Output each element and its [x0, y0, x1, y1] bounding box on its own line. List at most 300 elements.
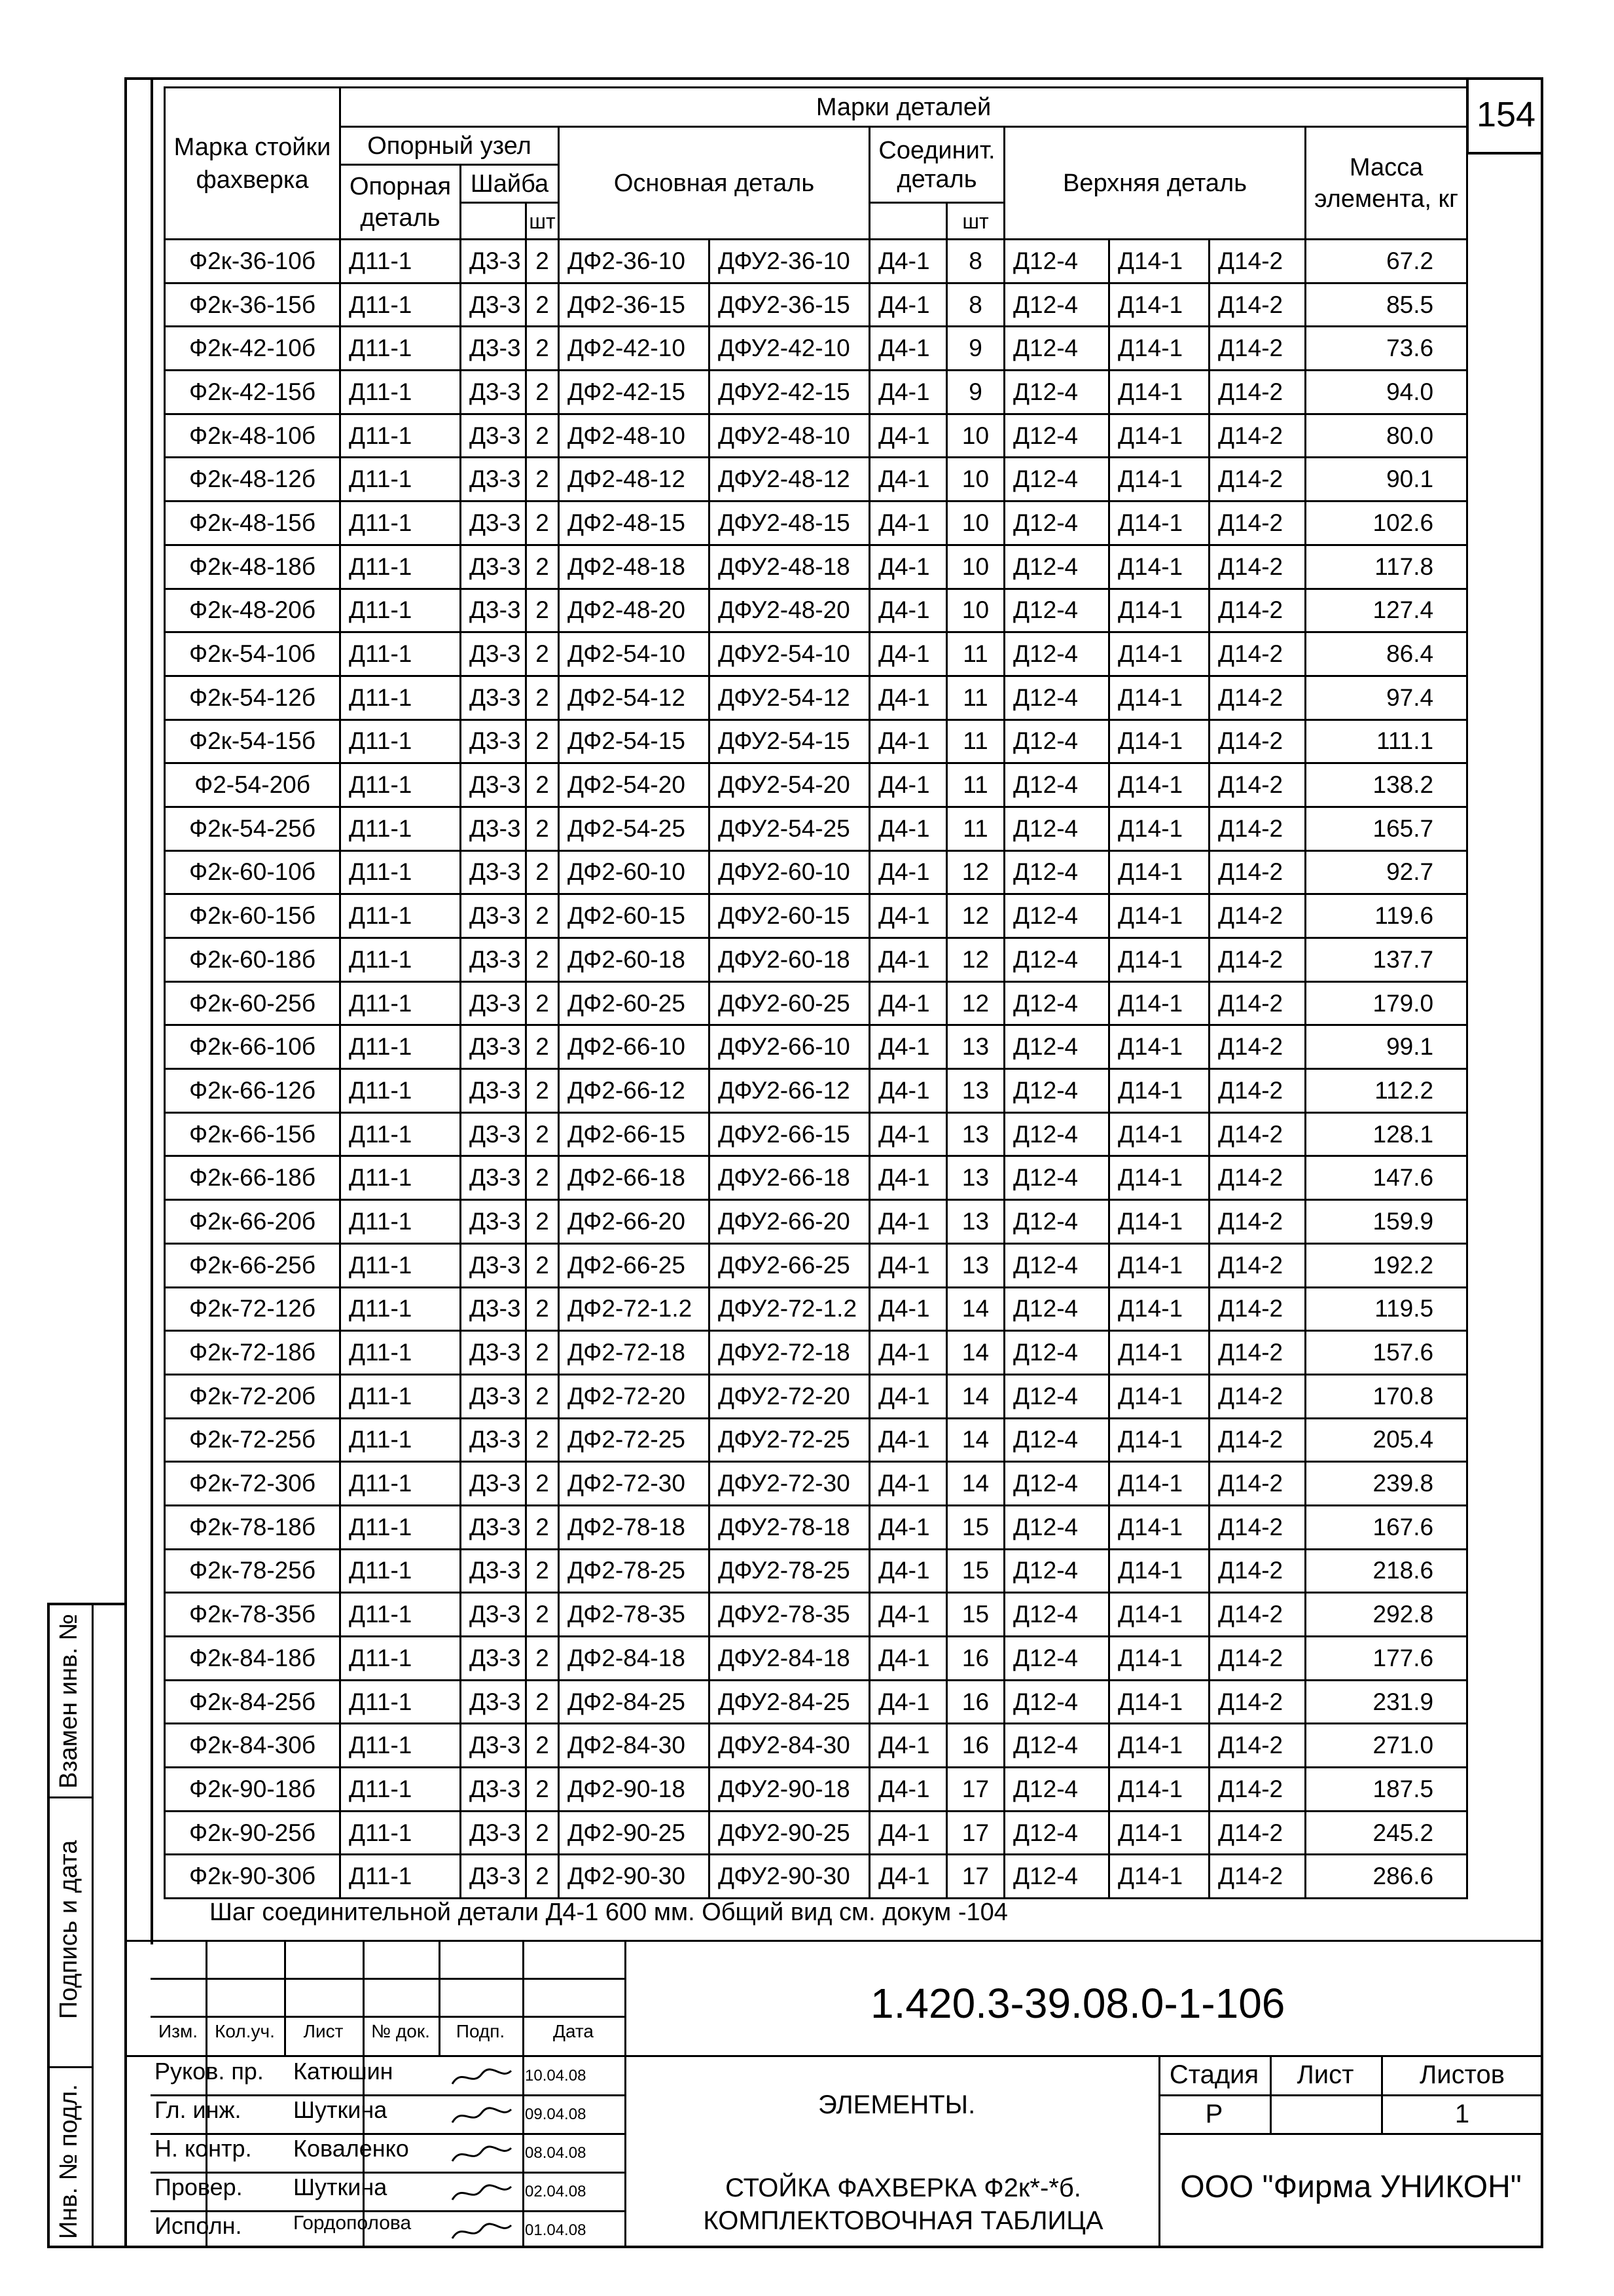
- cell-soedinit-sht: 10: [947, 458, 1005, 501]
- cell-marka: Ф2к-66-20б: [165, 1200, 340, 1244]
- table-body: [165, 240, 1467, 1899]
- table-row: [165, 632, 1467, 676]
- cell-verkh-1: Д12-4: [1005, 981, 1109, 1025]
- cell-opornaya: Д11-1: [340, 1331, 461, 1375]
- cell-marka: Ф2к-54-15б: [165, 720, 340, 763]
- cell-verkh-3: Д14-2: [1210, 1200, 1306, 1244]
- cell-osnovnaya-2: ДФУ2-90-18: [709, 1768, 870, 1812]
- cell-marka: Ф2к-66-25б: [165, 1243, 340, 1287]
- cell-marka: Ф2к-60-25б: [165, 981, 340, 1025]
- cell-marka: Ф2к-66-15б: [165, 1112, 340, 1156]
- signature-mark: [449, 2064, 514, 2094]
- cell-soedinit: Д4-1: [870, 1374, 947, 1418]
- cell-verkh-3: Д14-2: [1210, 632, 1306, 676]
- cell-massa: 205.4: [1306, 1418, 1467, 1462]
- cell-shaiba-sht: 2: [526, 1200, 559, 1244]
- cell-marka: Ф2к-54-12б: [165, 676, 340, 720]
- cell-verkh-2: Д14-1: [1109, 1156, 1210, 1200]
- cell-verkh-1: Д12-4: [1005, 1505, 1109, 1549]
- cell-verkh-1: Д12-4: [1005, 327, 1109, 371]
- cell-marka: Ф2к-78-25б: [165, 1549, 340, 1593]
- cell-soedinit: Д4-1: [870, 1855, 947, 1899]
- cell-osnovnaya-1: ДФ2-54-20: [559, 763, 709, 807]
- cell-osnovnaya-1: ДФ2-48-10: [559, 414, 709, 458]
- cell-verkh-2: Д14-1: [1109, 1855, 1210, 1899]
- table-row: [165, 1593, 1467, 1637]
- cell-verkh-3: Д14-2: [1210, 1855, 1306, 1899]
- cell-soedinit: Д4-1: [870, 327, 947, 371]
- cell-osnovnaya-1: ДФ2-90-25: [559, 1811, 709, 1855]
- side-inv-podl-label: Инв. № подл.: [55, 2084, 82, 2239]
- cell-osnovnaya-2: ДФУ2-42-10: [709, 327, 870, 371]
- cell-verkh-1: Д12-4: [1005, 807, 1109, 850]
- cell-osnovnaya-2: ДФУ2-72-25: [709, 1418, 870, 1462]
- cell-osnovnaya-1: ДФ2-54-12: [559, 676, 709, 720]
- col-header-opornaya: Опорная деталь: [340, 165, 461, 240]
- sheets-value: 1: [1454, 2100, 1470, 2128]
- cell-shaiba: Д3-3: [461, 240, 526, 283]
- cell-massa: 147.6: [1306, 1156, 1467, 1200]
- cell-marka: Ф2к-42-15б: [165, 371, 340, 414]
- cell-shaiba: Д3-3: [461, 371, 526, 414]
- cell-verkh-3: Д14-2: [1210, 1374, 1306, 1418]
- cell-verkh-2: Д14-1: [1109, 1637, 1210, 1681]
- cell-soedinit: Д4-1: [870, 414, 947, 458]
- rev-header: Подп.: [456, 2021, 505, 2041]
- cell-shaiba-sht: 2: [526, 981, 559, 1025]
- table-row: [165, 414, 1467, 458]
- cell-shaiba: Д3-3: [461, 1724, 526, 1768]
- cell-osnovnaya-1: ДФ2-54-10: [559, 632, 709, 676]
- cell-soedinit: Д4-1: [870, 501, 947, 545]
- table-row: [165, 458, 1467, 501]
- cell-verkh-2: Д14-1: [1109, 1549, 1210, 1593]
- cell-massa: 119.6: [1306, 894, 1467, 938]
- cell-verkh-3: Д14-2: [1210, 763, 1306, 807]
- cell-osnovnaya-1: ДФ2-66-10: [559, 1025, 709, 1069]
- cell-soedinit-sht: 14: [947, 1462, 1005, 1506]
- cell-verkh-1: Д12-4: [1005, 1724, 1109, 1768]
- footnote: Шаг соединительной детали Д4-1 600 мм. Общий вид см. докум -104: [209, 1899, 1008, 1926]
- cell-shaiba: Д3-3: [461, 589, 526, 632]
- cell-soedinit: Д4-1: [870, 807, 947, 850]
- cell-soedinit: Д4-1: [870, 894, 947, 938]
- cell-verkh-2: Д14-1: [1109, 850, 1210, 894]
- cell-soedinit: Д4-1: [870, 938, 947, 982]
- side-podpis-label: Подпись и дата: [55, 1840, 82, 2019]
- cell-verkh-3: Д14-2: [1210, 414, 1306, 458]
- cell-verkh-3: Д14-2: [1210, 981, 1306, 1025]
- cell-marka: Ф2к-60-15б: [165, 894, 340, 938]
- cell-shaiba: Д3-3: [461, 1811, 526, 1855]
- cell-verkh-1: Д12-4: [1005, 1549, 1109, 1593]
- cell-osnovnaya-2: ДФУ2-54-25: [709, 807, 870, 850]
- cell-verkh-3: Д14-2: [1210, 1505, 1306, 1549]
- cell-shaiba-sht: 2: [526, 676, 559, 720]
- cell-verkh-3: Д14-2: [1210, 850, 1306, 894]
- table-row: [165, 981, 1467, 1025]
- cell-soedinit-sht: 8: [947, 240, 1005, 283]
- cell-massa: 245.2: [1306, 1811, 1467, 1855]
- cell-verkh-1: Д12-4: [1005, 458, 1109, 501]
- cell-shaiba: Д3-3: [461, 1025, 526, 1069]
- cell-marka: Ф2к-48-20б: [165, 589, 340, 632]
- cell-opornaya: Д11-1: [340, 240, 461, 283]
- cell-verkh-3: Д14-2: [1210, 1156, 1306, 1200]
- cell-soedinit-sht: 16: [947, 1637, 1005, 1681]
- cell-opornaya: Д11-1: [340, 1637, 461, 1681]
- table-row: [165, 501, 1467, 545]
- cell-shaiba-sht: 2: [526, 501, 559, 545]
- signer-name: Катюшин: [293, 2058, 393, 2085]
- col-header-soedinit-blank: [870, 203, 947, 240]
- cell-marka: Ф2к-66-12б: [165, 1069, 340, 1113]
- cell-soedinit: Д4-1: [870, 850, 947, 894]
- cell-osnovnaya-2: ДФУ2-84-25: [709, 1680, 870, 1724]
- cell-verkh-3: Д14-2: [1210, 807, 1306, 850]
- cell-opornaya: Д11-1: [340, 981, 461, 1025]
- col-header-shaiba: Шайба: [461, 165, 559, 203]
- cell-osnovnaya-2: ДФУ2-60-18: [709, 938, 870, 982]
- cell-shaiba-sht: 2: [526, 1025, 559, 1069]
- cell-massa: 94.0: [1306, 371, 1467, 414]
- cell-verkh-1: Д12-4: [1005, 283, 1109, 327]
- cell-osnovnaya-1: ДФ2-72-18: [559, 1331, 709, 1375]
- cell-soedinit-sht: 11: [947, 720, 1005, 763]
- signer-role: Н. контр.: [154, 2135, 252, 2162]
- cell-shaiba-sht: 2: [526, 283, 559, 327]
- cell-osnovnaya-2: ДФУ2-72-30: [709, 1462, 870, 1506]
- cell-osnovnaya-2: ДФУ2-48-12: [709, 458, 870, 501]
- cell-osnovnaya-1: ДФ2-66-18: [559, 1156, 709, 1200]
- cell-verkh-1: Д12-4: [1005, 894, 1109, 938]
- cell-opornaya: Д11-1: [340, 371, 461, 414]
- cell-massa: 231.9: [1306, 1680, 1467, 1724]
- cell-verkh-3: Д14-2: [1210, 1724, 1306, 1768]
- table-row: [165, 1505, 1467, 1549]
- cell-shaiba: Д3-3: [461, 720, 526, 763]
- table-row: [165, 1811, 1467, 1855]
- cell-opornaya: Д11-1: [340, 1593, 461, 1637]
- cell-massa: 138.2: [1306, 763, 1467, 807]
- table-row: [165, 283, 1467, 327]
- cell-opornaya: Д11-1: [340, 894, 461, 938]
- cell-osnovnaya-1: ДФ2-72-30: [559, 1462, 709, 1506]
- table-row: [165, 894, 1467, 938]
- cell-verkh-1: Д12-4: [1005, 1374, 1109, 1418]
- signature-mark: [449, 2219, 514, 2248]
- cell-verkh-2: Д14-1: [1109, 1418, 1210, 1462]
- cell-soedinit-sht: 15: [947, 1549, 1005, 1593]
- col-header-soedinit-sht: шт: [947, 203, 1005, 240]
- cell-soedinit: Д4-1: [870, 240, 947, 283]
- cell-marka: Ф2к-78-35б: [165, 1593, 340, 1637]
- cell-opornaya: Д11-1: [340, 1112, 461, 1156]
- signer-name: Шуткина: [293, 2096, 387, 2123]
- cell-osnovnaya-1: ДФ2-78-25: [559, 1549, 709, 1593]
- header-opornyi-uzel: Опорный узел: [340, 127, 559, 165]
- cell-opornaya: Д11-1: [340, 414, 461, 458]
- cell-soedinit: Д4-1: [870, 1025, 947, 1069]
- cell-osnovnaya-2: ДФУ2-90-25: [709, 1811, 870, 1855]
- cell-soedinit: Д4-1: [870, 1156, 947, 1200]
- doc-code: 1.420.3-39.08.0-1-106: [870, 1980, 1285, 2027]
- cell-opornaya: Д11-1: [340, 1025, 461, 1069]
- col-header-verkhnyaya: Верхняя деталь: [1005, 127, 1306, 240]
- cell-shaiba: Д3-3: [461, 938, 526, 982]
- cell-opornaya: Д11-1: [340, 1768, 461, 1812]
- cell-marka: Ф2к-84-18б: [165, 1637, 340, 1681]
- cell-opornaya: Д11-1: [340, 720, 461, 763]
- cell-verkh-3: Д14-2: [1210, 894, 1306, 938]
- cell-verkh-1: Д12-4: [1005, 545, 1109, 589]
- cell-verkh-1: Д12-4: [1005, 1680, 1109, 1724]
- cell-verkh-2: Д14-1: [1109, 1811, 1210, 1855]
- cell-massa: 159.9: [1306, 1200, 1467, 1244]
- cell-verkh-1: Д12-4: [1005, 1156, 1109, 1200]
- cell-massa: 292.8: [1306, 1593, 1467, 1637]
- cell-verkh-1: Д12-4: [1005, 720, 1109, 763]
- cell-opornaya: Д11-1: [340, 545, 461, 589]
- cell-massa: 157.6: [1306, 1331, 1467, 1375]
- cell-shaiba-sht: 2: [526, 458, 559, 501]
- cell-shaiba: Д3-3: [461, 1374, 526, 1418]
- cell-marka: Ф2к-66-10б: [165, 1025, 340, 1069]
- cell-massa: 179.0: [1306, 981, 1467, 1025]
- cell-verkh-1: Д12-4: [1005, 676, 1109, 720]
- cell-osnovnaya-1: ДФ2-84-25: [559, 1680, 709, 1724]
- cell-shaiba-sht: 2: [526, 1374, 559, 1418]
- cell-verkh-3: Д14-2: [1210, 1593, 1306, 1637]
- cell-shaiba-sht: 2: [526, 327, 559, 371]
- cell-soedinit: Д4-1: [870, 632, 947, 676]
- cell-shaiba-sht: 2: [526, 371, 559, 414]
- cell-osnovnaya-2: ДФУ2-66-10: [709, 1025, 870, 1069]
- cell-soedinit: Д4-1: [870, 763, 947, 807]
- cell-verkh-3: Д14-2: [1210, 240, 1306, 283]
- cell-marka: Ф2к-72-20б: [165, 1374, 340, 1418]
- cell-osnovnaya-1: ДФ2-48-12: [559, 458, 709, 501]
- cell-opornaya: Д11-1: [340, 1855, 461, 1899]
- stage-label: Стадия: [1169, 2060, 1259, 2089]
- cell-shaiba-sht: 2: [526, 1855, 559, 1899]
- sheets-label: Листов: [1420, 2060, 1505, 2089]
- cell-verkh-1: Д12-4: [1005, 850, 1109, 894]
- side-vzamen-label: Взамен инв. №: [55, 1614, 82, 1789]
- cell-opornaya: Д11-1: [340, 1374, 461, 1418]
- cell-soedinit-sht: 11: [947, 807, 1005, 850]
- signer-date: 01.04.08: [525, 2221, 586, 2239]
- cell-shaiba: Д3-3: [461, 458, 526, 501]
- cell-osnovnaya-1: ДФ2-48-20: [559, 589, 709, 632]
- cell-verkh-2: Д14-1: [1109, 1069, 1210, 1113]
- cell-soedinit: Д4-1: [870, 458, 947, 501]
- cell-opornaya: Д11-1: [340, 589, 461, 632]
- cell-soedinit-sht: 8: [947, 283, 1005, 327]
- doc-title-line1: СТОЙКА ФАХВЕРКА Ф2к*-*б.: [725, 2174, 1081, 2202]
- cell-osnovnaya-2: ДФУ2-48-18: [709, 545, 870, 589]
- cell-osnovnaya-2: ДФУ2-84-30: [709, 1724, 870, 1768]
- cell-verkh-1: Д12-4: [1005, 1200, 1109, 1244]
- cell-soedinit-sht: 14: [947, 1331, 1005, 1375]
- cell-shaiba-sht: 2: [526, 1549, 559, 1593]
- cell-verkh-2: Д14-1: [1109, 981, 1210, 1025]
- sheet-label: Лист: [1297, 2060, 1354, 2089]
- cell-osnovnaya-2: ДФУ2-60-25: [709, 981, 870, 1025]
- cell-verkh-2: Д14-1: [1109, 676, 1210, 720]
- cell-marka: Ф2к-42-10б: [165, 327, 340, 371]
- cell-verkh-3: Д14-2: [1210, 1112, 1306, 1156]
- col-header-osnovnaya: Основная деталь: [559, 127, 870, 240]
- cell-osnovnaya-2: ДФУ2-48-15: [709, 501, 870, 545]
- cell-osnovnaya-1: ДФ2-90-18: [559, 1768, 709, 1812]
- table-row: [165, 1069, 1467, 1113]
- table-row: [165, 938, 1467, 982]
- cell-soedinit-sht: 17: [947, 1768, 1005, 1812]
- cell-soedinit-sht: 13: [947, 1243, 1005, 1287]
- cell-soedinit-sht: 17: [947, 1855, 1005, 1899]
- table-row: [165, 763, 1467, 807]
- cell-marka: Ф2к-78-18б: [165, 1505, 340, 1549]
- table-row: [165, 1156, 1467, 1200]
- cell-soedinit: Д4-1: [870, 1811, 947, 1855]
- cell-verkh-1: Д12-4: [1005, 1462, 1109, 1506]
- table-row: [165, 1025, 1467, 1069]
- cell-shaiba: Д3-3: [461, 414, 526, 458]
- rev-header: Изм.: [158, 2021, 198, 2041]
- cell-osnovnaya-1: ДФ2-36-10: [559, 240, 709, 283]
- cell-soedinit: Д4-1: [870, 1505, 947, 1549]
- cell-shaiba-sht: 2: [526, 894, 559, 938]
- cell-osnovnaya-1: ДФ2-72-25: [559, 1418, 709, 1462]
- cell-verkh-3: Д14-2: [1210, 676, 1306, 720]
- table-row: [165, 1855, 1467, 1899]
- table-row: [165, 1549, 1467, 1593]
- col-header-soedinit: Соединит. деталь: [870, 127, 1005, 203]
- cell-verkh-2: Д14-1: [1109, 1200, 1210, 1244]
- cell-shaiba: Д3-3: [461, 1462, 526, 1506]
- signer-role: Исполн.: [154, 2212, 242, 2239]
- cell-verkh-3: Д14-2: [1210, 1462, 1306, 1506]
- cell-shaiba-sht: 2: [526, 589, 559, 632]
- cell-shaiba-sht: 2: [526, 763, 559, 807]
- cell-verkh-2: Д14-1: [1109, 763, 1210, 807]
- signer-name: Коваленко: [293, 2135, 409, 2162]
- cell-osnovnaya-1: ДФ2-48-15: [559, 501, 709, 545]
- signer-name: Шуткина: [293, 2174, 387, 2200]
- cell-opornaya: Д11-1: [340, 327, 461, 371]
- table-row: [165, 1768, 1467, 1812]
- cell-soedinit-sht: 15: [947, 1505, 1005, 1549]
- cell-shaiba: Д3-3: [461, 850, 526, 894]
- cell-marka: Ф2к-72-30б: [165, 1462, 340, 1506]
- cell-osnovnaya-2: ДФУ2-66-12: [709, 1069, 870, 1113]
- cell-shaiba-sht: 2: [526, 720, 559, 763]
- table-row: [165, 807, 1467, 850]
- cell-opornaya: Д11-1: [340, 632, 461, 676]
- table-row: [165, 850, 1467, 894]
- cell-marka: Ф2к-72-25б: [165, 1418, 340, 1462]
- cell-opornaya: Д11-1: [340, 1243, 461, 1287]
- cell-osnovnaya-1: ДФ2-90-30: [559, 1855, 709, 1899]
- cell-soedinit-sht: 11: [947, 763, 1005, 807]
- cell-soedinit-sht: 14: [947, 1374, 1005, 1418]
- rev-header: № док.: [371, 2021, 430, 2041]
- cell-opornaya: Д11-1: [340, 283, 461, 327]
- cell-soedinit-sht: 12: [947, 894, 1005, 938]
- cell-shaiba: Д3-3: [461, 894, 526, 938]
- cell-soedinit: Д4-1: [870, 1593, 947, 1637]
- cell-verkh-2: Д14-1: [1109, 1505, 1210, 1549]
- cell-osnovnaya-1: ДФ2-78-18: [559, 1505, 709, 1549]
- cell-marka: Ф2к-84-25б: [165, 1680, 340, 1724]
- cell-soedinit-sht: 13: [947, 1200, 1005, 1244]
- cell-shaiba-sht: 2: [526, 1069, 559, 1113]
- cell-shaiba: Д3-3: [461, 1637, 526, 1681]
- cell-verkh-1: Д12-4: [1005, 1331, 1109, 1375]
- col-header-massa: Масса элемента, кг: [1306, 127, 1467, 240]
- cell-osnovnaya-2: ДФУ2-36-15: [709, 283, 870, 327]
- cell-massa: 170.8: [1306, 1374, 1467, 1418]
- cell-shaiba-sht: 2: [526, 1331, 559, 1375]
- cell-osnovnaya-1: ДФ2-84-18: [559, 1637, 709, 1681]
- signature-mark: [449, 2141, 514, 2171]
- cell-verkh-2: Д14-1: [1109, 1025, 1210, 1069]
- cell-verkh-1: Д12-4: [1005, 1287, 1109, 1331]
- cell-verkh-1: Д12-4: [1005, 1855, 1109, 1899]
- cell-osnovnaya-1: ДФ2-60-18: [559, 938, 709, 982]
- signature-mark: [449, 2180, 514, 2210]
- cell-verkh-3: Д14-2: [1210, 545, 1306, 589]
- cell-verkh-2: Д14-1: [1109, 938, 1210, 982]
- cell-shaiba: Д3-3: [461, 676, 526, 720]
- cell-opornaya: Д11-1: [340, 938, 461, 982]
- cell-verkh-2: Д14-1: [1109, 1462, 1210, 1506]
- cell-osnovnaya-1: ДФ2-42-10: [559, 327, 709, 371]
- cell-shaiba: Д3-3: [461, 1331, 526, 1375]
- cell-soedinit: Д4-1: [870, 981, 947, 1025]
- cell-opornaya: Д11-1: [340, 1505, 461, 1549]
- cell-soedinit: Д4-1: [870, 1724, 947, 1768]
- cell-osnovnaya-1: ДФ2-78-35: [559, 1593, 709, 1637]
- table-row: [165, 1200, 1467, 1244]
- cell-shaiba: Д3-3: [461, 1069, 526, 1113]
- cell-soedinit: Д4-1: [870, 1768, 947, 1812]
- cell-osnovnaya-2: ДФУ2-54-15: [709, 720, 870, 763]
- cell-verkh-3: Д14-2: [1210, 1287, 1306, 1331]
- cell-shaiba: Д3-3: [461, 1855, 526, 1899]
- cell-soedinit: Д4-1: [870, 589, 947, 632]
- cell-massa: 67.2: [1306, 240, 1467, 283]
- cell-verkh-3: Д14-2: [1210, 458, 1306, 501]
- cell-osnovnaya-2: ДФУ2-54-10: [709, 632, 870, 676]
- cell-shaiba: Д3-3: [461, 1680, 526, 1724]
- cell-shaiba: Д3-3: [461, 1593, 526, 1637]
- cell-verkh-2: Д14-1: [1109, 1724, 1210, 1768]
- cell-shaiba: Д3-3: [461, 545, 526, 589]
- cell-osnovnaya-2: ДФУ2-84-18: [709, 1637, 870, 1681]
- cell-soedinit: Д4-1: [870, 1200, 947, 1244]
- cell-shaiba: Д3-3: [461, 763, 526, 807]
- cell-opornaya: Д11-1: [340, 1724, 461, 1768]
- cell-marka: Ф2к-48-12б: [165, 458, 340, 501]
- cell-verkh-1: Д12-4: [1005, 501, 1109, 545]
- cell-massa: 73.6: [1306, 327, 1467, 371]
- cell-verkh-1: Д12-4: [1005, 589, 1109, 632]
- cell-soedinit: Д4-1: [870, 371, 947, 414]
- cell-verkh-2: Д14-1: [1109, 414, 1210, 458]
- cell-verkh-1: Д12-4: [1005, 938, 1109, 982]
